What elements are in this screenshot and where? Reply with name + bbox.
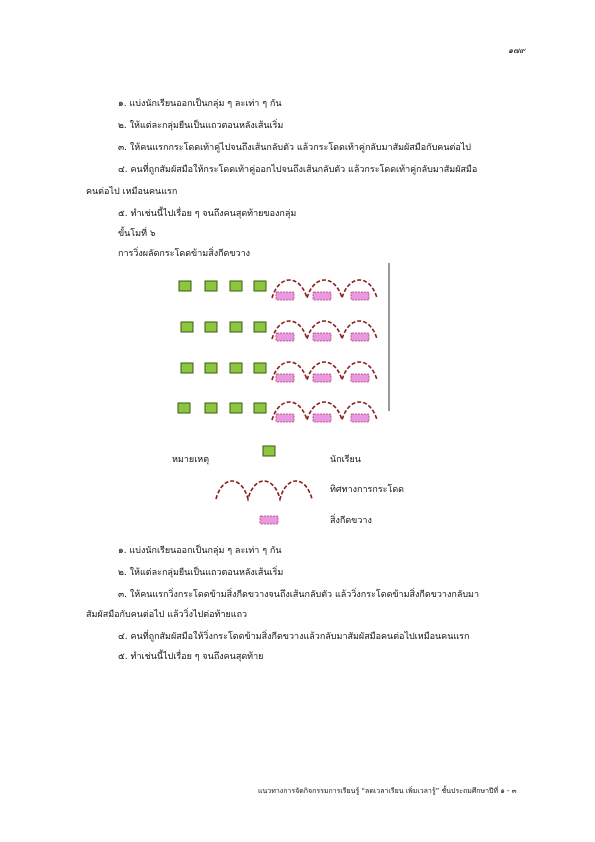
legend-path-symbol (216, 481, 312, 499)
student-r1-3 (230, 281, 242, 291)
bottom-list-item-4: ๔. คนที่ถูกสัมผัสมือให้วิ่งกระโดดข้ามสิ่งกีดขวางแล้วกลับมาสัมผัสมือคนต่อไปเหมือนคนแรก (118, 632, 470, 642)
page-number: ๑๗๙ (508, 46, 525, 55)
step-heading: ขั้นโมที่ ๖ (118, 229, 156, 239)
student-r3-2 (205, 363, 217, 373)
student-r3-1 (181, 363, 193, 373)
top-list-item-2: ๒. ให้แต่ละกลุ่มยืนเป็นแถวตอนหลังเส้นเริ่ม (118, 121, 284, 131)
obstacle-r2-3 (351, 333, 369, 341)
student-r2-3 (230, 322, 242, 332)
page-footer: แนวทางการจัดกิจกรรมการเรียนรู้ “ลดเวลาเรียน เพิ่มเวลารู้” ชั้นประถมศึกษาปีที่ ๑ - ๓ (258, 787, 517, 795)
obstacle-r3-2 (313, 374, 331, 382)
obstacle-r1-1 (276, 292, 294, 300)
student-r4-4 (254, 403, 266, 413)
student-r1-4 (254, 281, 266, 291)
top-list-item-5: ๕. ทำเช่นนี้ไปเรื่อย ๆ จนถึงคนสุดท้ายของกลุ่ม (118, 209, 297, 219)
obstacle-r2-2 (313, 333, 331, 341)
legend-obstacle-label: สิ่งกีดขวาง (330, 516, 372, 526)
student-r3-3 (230, 363, 242, 373)
student-r1-2 (205, 281, 217, 291)
obstacle-r1-3 (351, 292, 369, 300)
obstacle-r4-2 (313, 414, 331, 422)
top-list-item-4: ๔. คนที่ถูกสัมผัสมือให้กระโดดเท้าคู่ออกไปจนถึงเส้นกลับตัว แล้วกระโดดเท้าคู่กลับมาสัมผัสมือ (118, 165, 478, 175)
legend-obstacle-symbol (260, 516, 278, 524)
student-r4-2 (205, 403, 217, 413)
obstacle-r2-1 (276, 333, 294, 341)
student-r3-4 (254, 363, 266, 373)
legend-student-symbol (263, 446, 275, 456)
bottom-list-item-1: ๑. แบ่งนักเรียนออกเป็นกลุ่ม ๆ ละเท่า ๆ กัน (118, 546, 282, 556)
obstacle-r4-3 (351, 414, 369, 422)
obstacle-r3-1 (276, 374, 294, 382)
student-r4-1 (178, 403, 190, 413)
obstacle-r3-3 (351, 374, 369, 382)
legend-title: หมายเหตุ (172, 455, 210, 465)
legend-student-label: นักเรียน (330, 455, 361, 465)
student-r2-4 (254, 322, 266, 332)
bottom-list-item-5: ๕. ทำเช่นนี้ไปเรื่อย ๆ จนถึงคนสุดท้าย (118, 652, 264, 662)
top-list-item-3: ๓. ให้คนแรกกระโดดเท้าคู่ไปจนถึงเส้นกลับตัว แล้วกระโดดเท้าคู่กลับมาสัมผัสมือกับคนต่อไป (118, 143, 471, 153)
top-list-item-1: ๑. แบ่งนักเรียนออกเป็นกลุ่ม ๆ ละเท่า ๆ กัน (118, 99, 282, 109)
bottom-list-item-3: ๓. ให้คนแรกวิ่งกระโดดข้ามสิ่งกีดขวางจนถึงเส้นกลับตัว แล้ววิ่งกระโดดข้ามสิ่งกีดขวางกลับมา (118, 590, 480, 600)
student-r2-2 (205, 322, 217, 332)
bottom-list-item-2: ๒. ให้แต่ละกลุ่มยืนเป็นแถวตอนหลังเส้นเริ่ม (118, 568, 284, 578)
activity-title: การวิ่งผลัดกระโดดข้ามสิ่งกีดขวาง (118, 249, 251, 259)
top-list-item-4-cont: คนต่อไป เหมือนคนแรก (86, 187, 178, 197)
student-r4-3 (230, 403, 242, 413)
obstacle-r1-2 (313, 292, 331, 300)
obstacle-r4-1 (276, 414, 294, 422)
legend-path-label: ทิศทางการกระโดด (330, 485, 405, 495)
student-r2-1 (181, 322, 193, 332)
student-r1-1 (179, 281, 191, 291)
bottom-list-item-3-cont: สัมผัสมือกับคนต่อไป แล้ววิ่งไปต่อท้ายแถว (86, 610, 248, 620)
